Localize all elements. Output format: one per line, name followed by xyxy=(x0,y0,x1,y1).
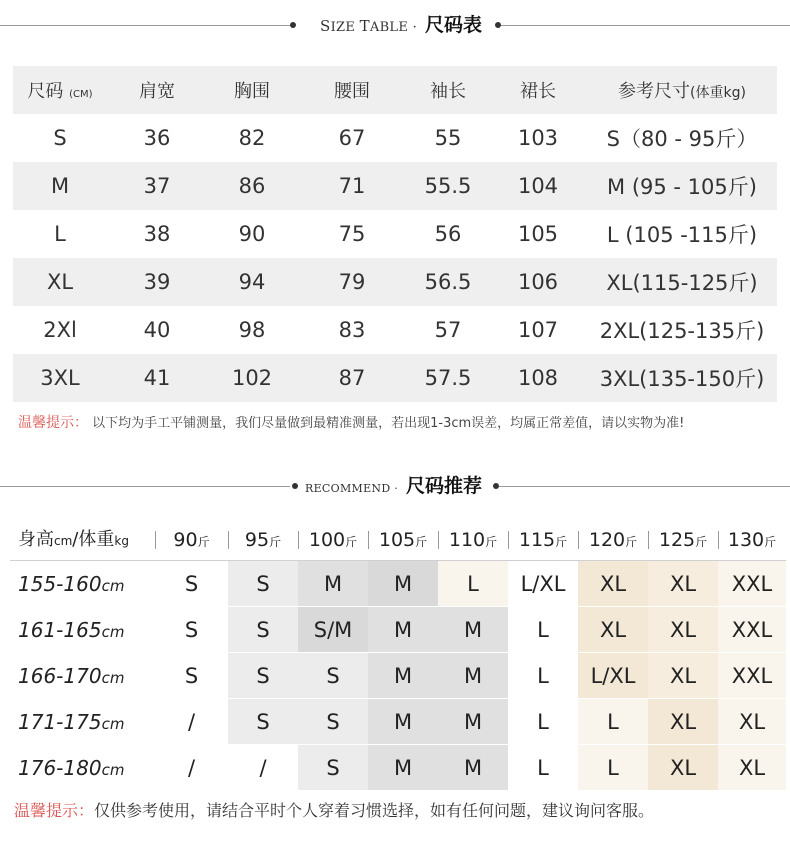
recommend-cell: XL xyxy=(578,561,648,606)
recommend-cell: XL xyxy=(718,745,786,790)
weight-header: 130斤 xyxy=(718,519,786,560)
cell-length: 104 xyxy=(517,174,559,198)
recommend-cell: M xyxy=(438,699,508,744)
cell-length: 103 xyxy=(517,126,559,150)
recommend-cell: S xyxy=(155,561,228,606)
cell-sleeve: 56 xyxy=(434,222,462,246)
recommend-cell: XL xyxy=(648,745,718,790)
recommend-cell: S xyxy=(298,653,368,698)
cell-length: 105 xyxy=(517,222,559,246)
col-sleeve: 袖长 xyxy=(430,81,466,102)
recommend-cell: L/XL xyxy=(578,653,648,698)
recommend-cell: XL xyxy=(648,561,718,606)
recommend-cell: XL xyxy=(718,699,786,744)
size-table-title-zh: 尺码表 xyxy=(425,14,483,36)
cell-reference: S（80 - 95斤） xyxy=(606,127,758,151)
cell-chest: 86 xyxy=(238,174,266,198)
cell-shoulder: 36 xyxy=(143,126,171,150)
tip-label: 温馨提示： xyxy=(18,415,88,431)
cell-reference: L (105 -115斤) xyxy=(606,223,758,247)
recommend-cell: L xyxy=(508,745,578,790)
recommend-cell: / xyxy=(155,745,228,790)
recommend-row xyxy=(10,699,786,745)
cell-sleeve: 57.5 xyxy=(424,366,472,390)
header-right-line xyxy=(501,25,790,26)
cell-waist: 87 xyxy=(338,366,366,390)
recommend-cell: XL xyxy=(648,653,718,698)
cell-shoulder: 37 xyxy=(143,174,171,198)
recommend-header xyxy=(0,473,790,499)
recommend-cell: / xyxy=(155,699,228,744)
recommend-cell: S xyxy=(155,653,228,698)
size-table-head-row xyxy=(13,66,777,114)
recommend-cell: M xyxy=(438,653,508,698)
cell-chest: 94 xyxy=(238,270,266,294)
recommend-cell: L xyxy=(508,607,578,652)
recommend-row xyxy=(10,607,786,653)
recommend-cell: M xyxy=(368,699,438,744)
weight-header: 100斤 xyxy=(298,519,368,560)
cell-chest: 90 xyxy=(238,222,266,246)
recommend-title-zh: 尺码推荐 xyxy=(406,475,483,497)
cell-length: 106 xyxy=(517,270,559,294)
size-table-title xyxy=(320,12,482,38)
recommend-cell: L xyxy=(508,653,578,698)
rec-header-left-line xyxy=(0,486,290,487)
cell-waist: 67 xyxy=(338,126,366,150)
recommend-cell: L xyxy=(438,561,508,606)
height-range: 161-165cm xyxy=(18,618,125,642)
col-chest: 胸围 xyxy=(234,81,270,102)
recommend-row xyxy=(10,561,786,607)
recommend-cell: XL xyxy=(578,607,648,652)
recommend-tip xyxy=(14,798,654,821)
size-table-body xyxy=(13,114,777,402)
recommend-head-row xyxy=(10,519,786,561)
size-table-header xyxy=(0,12,790,38)
rec-header-right-line xyxy=(499,486,790,487)
cell-sleeve: 56.5 xyxy=(424,270,472,294)
height-range: 171-175cm xyxy=(18,710,125,734)
cell-chest: 98 xyxy=(238,318,266,342)
recommend-cell: M xyxy=(438,607,508,652)
recommend-cell: S xyxy=(298,699,368,744)
size-table xyxy=(13,66,777,402)
recommend-cell: L xyxy=(578,699,648,744)
cell-length: 107 xyxy=(517,318,559,342)
weight-header: 95斤 xyxy=(228,519,298,560)
header-left-line xyxy=(0,25,290,26)
weight-header: 120斤 xyxy=(578,519,648,560)
height-range: 176-180cm xyxy=(18,756,125,780)
rec-header-left-dot xyxy=(292,483,298,489)
header-left-dot xyxy=(290,22,296,28)
cell-size: 3XL xyxy=(40,366,80,390)
col-length: 裙长 xyxy=(520,81,556,102)
size-table-row xyxy=(13,258,777,306)
measurement-tip xyxy=(18,412,684,432)
cell-waist: 83 xyxy=(338,318,366,342)
recommend-cell: XXL xyxy=(718,653,786,698)
recommend-table xyxy=(10,519,786,791)
cell-chest: 82 xyxy=(238,126,266,150)
cell-reference: XL(115-125斤) xyxy=(606,271,758,295)
recommend-cell: S xyxy=(228,653,298,698)
recommend-cell: L xyxy=(508,699,578,744)
recommend-cell: M xyxy=(438,745,508,790)
weight-header: 110斤 xyxy=(438,519,508,560)
size-table-title-en: SIZE TABLE · xyxy=(320,17,418,35)
size-table-row xyxy=(13,114,777,162)
col-shoulder: 肩宽 xyxy=(139,81,175,102)
cell-waist: 71 xyxy=(338,174,366,198)
recommend-cell: M xyxy=(298,561,368,606)
col-waist: 腰围 xyxy=(334,81,370,102)
cell-shoulder: 40 xyxy=(143,318,171,342)
recommend-cell: M xyxy=(368,561,438,606)
cell-waist: 75 xyxy=(338,222,366,246)
recommend-cell: S/M xyxy=(298,607,368,652)
recommend-cell: XXL xyxy=(718,561,786,606)
recommend-tip-label: 温馨提示： xyxy=(14,801,95,820)
recommend-cell: XL xyxy=(648,607,718,652)
recommend-cell: S xyxy=(228,561,298,606)
weight-header: 125斤 xyxy=(648,519,718,560)
weight-header: 105斤 xyxy=(368,519,438,560)
recommend-cell: M xyxy=(368,653,438,698)
recommend-cell: L xyxy=(578,745,648,790)
recommend-cell: XL xyxy=(648,699,718,744)
recommend-cell: M xyxy=(368,745,438,790)
recommend-cell: XXL xyxy=(718,607,786,652)
tip-text: 以下均为手工平铺测量，我们尽量做到最精准测量，若出现1-3cm误差，均属正常差值，请以实物为准! xyxy=(92,416,685,431)
recommend-cell: S xyxy=(228,699,298,744)
cell-reference: 3XL(135-150斤) xyxy=(599,367,765,391)
cell-size: M xyxy=(50,174,70,198)
recommend-cell: L/XL xyxy=(508,561,578,606)
cell-shoulder: 41 xyxy=(143,366,171,390)
height-range: 166-170cm xyxy=(18,664,125,688)
recommend-title-en: RECOMMEND xyxy=(305,482,391,495)
col-reference: 参考尺寸(体重kg) xyxy=(618,81,746,102)
cell-size: S xyxy=(53,126,67,150)
recommend-cell: M xyxy=(368,607,438,652)
col-size: 尺码 (CM) xyxy=(27,81,93,102)
recommend-table-body xyxy=(10,561,786,791)
recommend-row xyxy=(10,653,786,699)
cell-waist: 79 xyxy=(338,270,366,294)
weight-header: 115斤 xyxy=(508,519,578,560)
recommend-title: RECOMMEND · 尺码推荐 xyxy=(305,475,483,497)
cell-sleeve: 57 xyxy=(434,318,462,342)
cell-size: XL xyxy=(46,270,74,294)
cell-size: L xyxy=(54,222,66,246)
cell-reference: M (95 - 105斤) xyxy=(607,175,757,199)
cell-sleeve: 55.5 xyxy=(424,174,472,198)
cell-chest: 102 xyxy=(231,366,273,390)
recommend-tip-text: 仅供参考使用，请结合平时个人穿着习惯选择，如有任何问题，建议询问客服。 xyxy=(94,801,655,820)
size-table-row xyxy=(13,306,777,354)
weight-header: 90斤 xyxy=(155,519,228,560)
recommend-row xyxy=(10,745,786,791)
size-table-row xyxy=(13,162,777,210)
cell-shoulder: 38 xyxy=(143,222,171,246)
recommend-cell: S xyxy=(155,607,228,652)
recommend-cell: S xyxy=(228,607,298,652)
cell-shoulder: 39 xyxy=(143,270,171,294)
cell-sleeve: 55 xyxy=(434,126,462,150)
cell-length: 108 xyxy=(517,366,559,390)
size-table-row xyxy=(13,210,777,258)
height-weight-header: 身高cm/体重kg xyxy=(18,529,129,550)
recommend-cell: / xyxy=(228,745,298,790)
cell-reference: 2XL(125-135斤) xyxy=(599,319,765,343)
cell-size: 2Xl xyxy=(43,318,77,342)
height-range: 155-160cm xyxy=(18,572,125,596)
size-table-row xyxy=(13,354,777,402)
recommend-cell: S xyxy=(298,745,368,790)
